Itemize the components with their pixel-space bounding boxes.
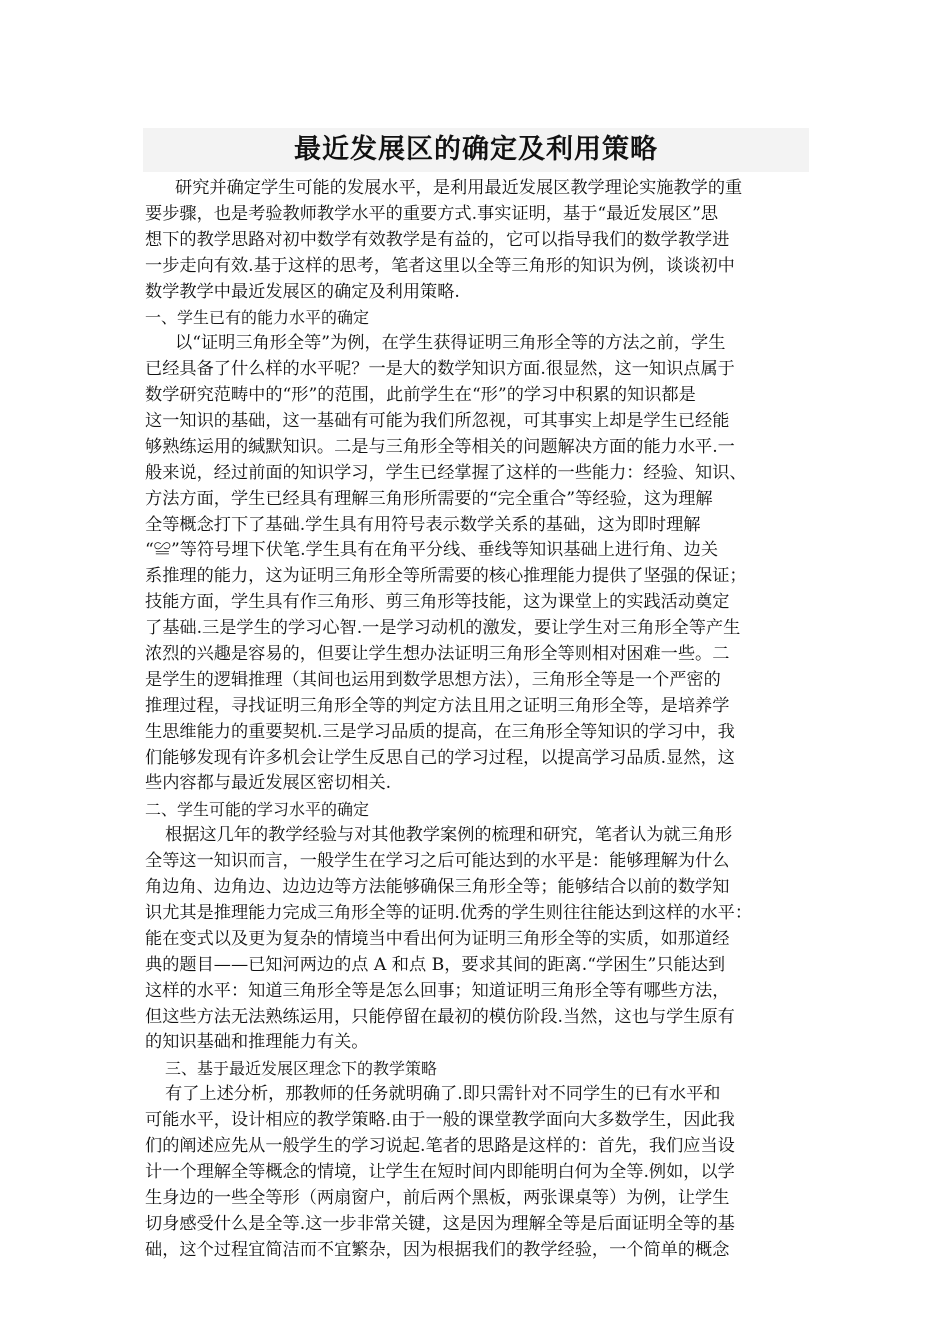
paragraph-line: 研究并确定学生可能的发展水平，是利用最近发展区教学理论实施教学的重 (175, 178, 743, 198)
paragraph-line: 系推理的能力，这为证明三角形全等所需要的核心推理能力提供了坚强的保证； (145, 566, 747, 587)
paragraph-line: 切身感受什么是全等.这一步非常关键，这是因为理解全等是后面证明全等的基 (145, 1213, 735, 1234)
paragraph-line: “≌”等符号埋下伏笔.学生具有在角平分线、垂线等知识基础上进行角、边关 (145, 540, 719, 561)
paragraph-line: 们的阐述应先从一般学生的学习说起.笔者的思路是这样的：首先，我们应当设 (145, 1135, 735, 1156)
paragraph-line: 想下的教学思路对初中数学有效教学是有益的，它可以指导我们的数学教学进 (145, 229, 730, 250)
paragraph-line: 这样的水平：知道三角形全等是怎么回事；知道证明三角形全等有哪些方法， (145, 980, 730, 1001)
paragraph-line: 了基础.三是学生的学习心智.一是学习动机的激发，要让学生对三角形全等产生 (145, 618, 741, 639)
section-heading: 二、学生可能的学习水平的确定 (145, 800, 370, 820)
paragraph-line: 础，这个过程宜简洁而不宜繁杂，因为根据我们的教学经验，一个简单的概念 (145, 1239, 730, 1260)
paragraph-line: 计一个理解全等概念的情境，让学生在短时间内即能明白何为全等.例如，以学 (145, 1161, 735, 1182)
paragraph-line: 生思维能力的重要契机.三是学习品质的提高，在三角形全等知识的学习中，我 (145, 721, 735, 742)
paragraph-line: 一步走向有效.基于这样的思考，笔者这里以全等三角形的知识为例，谈谈初中 (145, 255, 735, 276)
paragraph-line: 典的题目——已知河两边的点 A 和点 B，要求其间的距离.“学困生”只能达到 (145, 954, 726, 975)
paragraph-line: 些内容都与最近发展区密切相关. (145, 773, 392, 794)
paragraph-line: 般来说，经过前面的知识学习，学生已经掌握了这样的一些能力：经验、知识、 (145, 462, 747, 483)
paragraph-line: 数学教学中最近发展区的确定及利用策略. (145, 281, 460, 302)
paragraph-line: 全等概念打下了基础.学生具有用符号表示数学关系的基础，这为即时理解 (145, 514, 701, 535)
paragraph-line: 够熟练运用的缄默知识。二是与三角形全等相关的问题解决方面的能力水平.一 (145, 436, 735, 457)
paragraph-line: 们能够发现有许多机会让学生反思自己的学习过程，以提高学习品质.显然，这 (145, 747, 735, 768)
paragraph-line: 这一知识的基础，这一基础有可能为我们所忽视，可其事实上却是学生已经能 (145, 411, 730, 432)
document-body (145, 176, 810, 1263)
paragraph-line: 推理过程，寻找证明三角形全等的判定方法且用之证明三角形全等，是培养学 (145, 695, 730, 716)
paragraph-line: 方法方面，学生已经具有理解三角形所需要的“完全重合”等经验，这为理解 (145, 488, 713, 509)
paragraph-line: 的知识基础和推理能力有关。 (145, 1032, 369, 1053)
paragraph-line: 是学生的逻辑推理（其间也运用到数学思想方法），三角形全等是一个严密的 (145, 669, 721, 690)
paragraph-line: 能在变式以及更为复杂的情境当中看出何为证明三角形全等的实质，如那道经 (145, 928, 730, 949)
paragraph-line: 全等这一知识而言，一般学生在学习之后可能达到的水平是：能够理解为什么 (145, 851, 730, 872)
paragraph-line: 根据这几年的教学经验与对其他教学案例的梳理和研究，笔者认为就三角形 (165, 825, 733, 846)
paragraph-line: 技能方面，学生具有作三角形、剪三角形等技能，这为课堂上的实践活动奠定 (145, 592, 730, 613)
paragraph-line: 要步骤，也是考验教师教学水平的重要方式.事实证明，基于“最近发展区”思 (145, 203, 719, 224)
paragraph-line: 角边角、边角边、边边边等方法能够确保三角形全等；能够结合以前的数学知 (145, 877, 730, 898)
paragraph-line: 已经具备了什么样的水平呢？一是大的数学知识方面.很显然，这一知识点属于 (145, 359, 735, 380)
paragraph-line: 数学研究范畴中的“形”的范围，此前学生在“形”的学习中积累的知识都是 (145, 385, 696, 406)
section-heading: 三、基于最近发展区理念下的教学策略 (165, 1059, 438, 1079)
document-title: 最近发展区的确定及利用策略 (294, 134, 658, 165)
paragraph-line: 识尤其是推理能力完成三角形全等的证明.优秀的学生则往往能达到这样的水平： (145, 902, 753, 923)
paragraph-line: 浓烈的兴趣是容易的，但要让学生想办法证明三角形全等则相对困难一些。二 (145, 644, 730, 665)
paragraph-line: 但这些方法无法熟练运用，只能停留在最初的模仿阶段.当然，这也与学生原有 (145, 1006, 735, 1027)
paragraph-line: 可能水平，设计相应的教学策略.由于一般的课堂教学面向大多数学生，因此我 (145, 1110, 735, 1131)
paragraph-line: 生身边的一些全等形（两扇窗户，前后两个黑板，两张课桌等）为例，让学生 (145, 1187, 730, 1208)
paragraph-line: 有了上述分析，那教师的任务就明确了.即只需针对不同学生的已有水平和 (165, 1084, 721, 1105)
paragraph-line: 以“证明三角形全等”为例，在学生获得证明三角形全等的方法之前，学生 (175, 333, 726, 354)
section-heading: 一、学生已有的能力水平的确定 (145, 308, 370, 328)
